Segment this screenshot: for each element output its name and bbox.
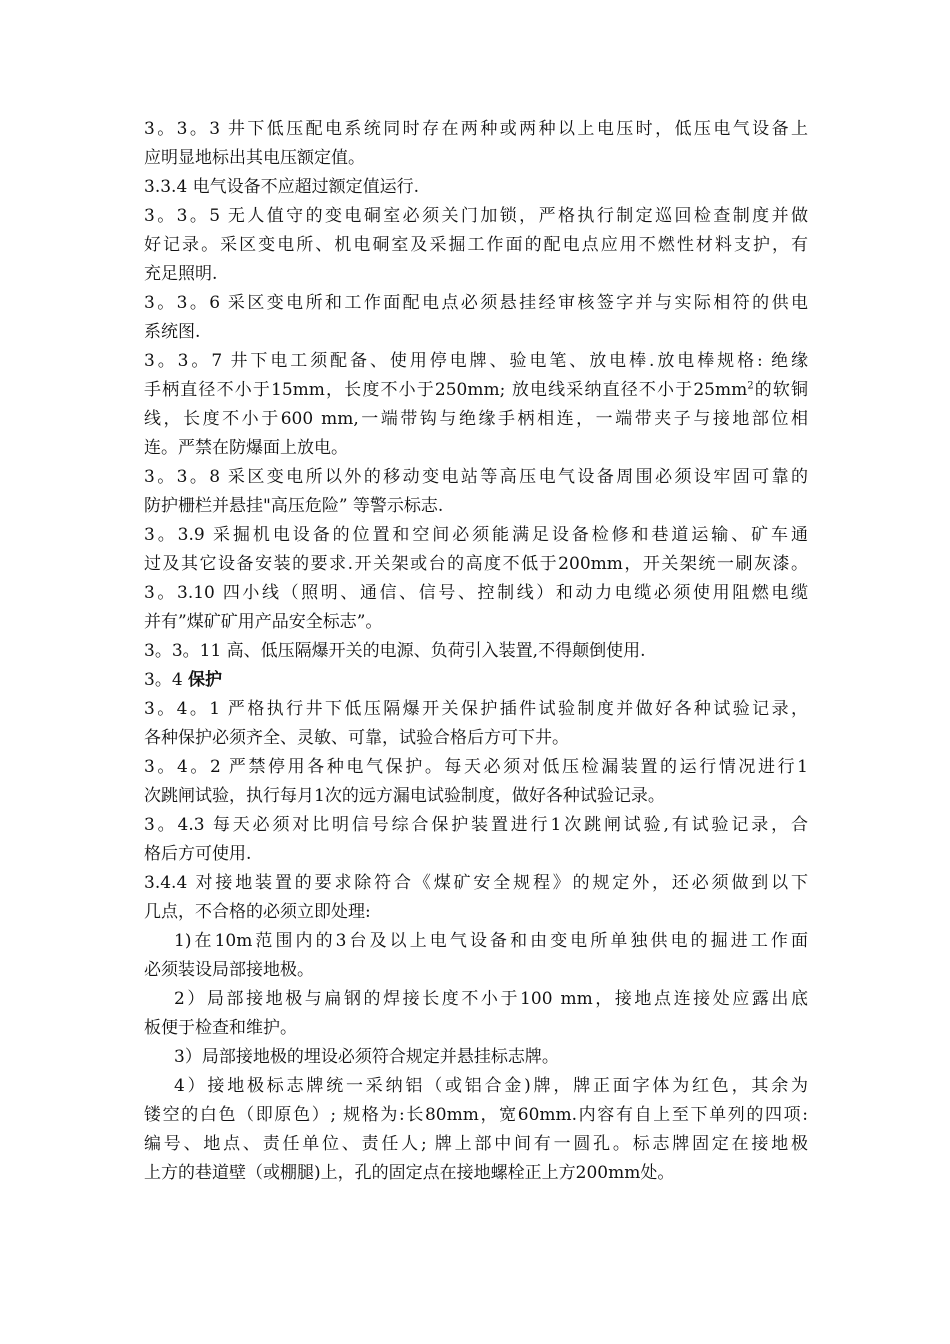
text-line: [144, 289, 808, 318]
line-text: 3。4: [144, 670, 189, 690]
text-line: [144, 637, 808, 666]
line-text: 3.4.4 对接地装置的要求除符合《煤矿安全规程》的规定外，还必须做到以下: [144, 873, 808, 893]
superscript: 2: [747, 380, 754, 392]
text-line: [144, 898, 808, 927]
line-text: 上方的巷道壁（或棚腿)上，孔的固定点在接地螺栓正上方200mm处。: [144, 1163, 675, 1183]
text-line: [144, 550, 808, 579]
text-line: [144, 521, 808, 550]
line-text: 连。严禁在防爆面上放电。: [144, 438, 348, 458]
line-text: 3）局部接地极的埋设必须符合规定并悬挂标志牌。: [174, 1047, 559, 1067]
line-text: 3。3。7 井下电工须配备、使用停电牌、验电笔、放电棒.放电棒规格: 绝缘: [144, 351, 808, 371]
line-text: 次跳闸试验，执行每月1次的远方漏电试验制度，做好各种试验记录。: [144, 786, 665, 806]
line-text: 4）接地极标志牌统一采纳铝（或铝合金)牌，牌正面字体为红色，其余为: [174, 1076, 808, 1096]
line-text: 过及其它设备安装的要求.开关架或台的高度不低于200mm，开关架统一刷灰漆。: [144, 554, 808, 574]
line-text: 3。3。5 无人值守的变电硐室必须关门加锁，严格执行制定巡回检查制度并做: [144, 206, 808, 226]
line-text: 必须装设局部接地极。: [144, 960, 314, 980]
text-line: [144, 260, 808, 289]
line-text: 应明显地标出其电压额定值。: [144, 148, 365, 168]
text-line: [144, 869, 808, 898]
line-text: 系统图.: [144, 322, 201, 342]
text-line: [144, 347, 808, 376]
line-text: 3。4。2 严禁停用各种电气保护。每天必须对低压检漏装置的运行情况进行1: [144, 757, 808, 777]
line-text: 镂空的白色（即原色）; 规格为:长80mm，宽60mm.内容有自上至下单列的四项:: [144, 1105, 808, 1125]
text-line: [144, 985, 808, 1014]
line-text: 充足照明.: [144, 264, 218, 284]
text-line: [144, 753, 808, 782]
line-text: 防护栅栏并悬挂"高压危险” 等警示标志.: [144, 496, 444, 516]
line-text: 3。3。8 采区变电所以外的移动变电站等高压电气设备周围必须设牢固可靠的: [144, 467, 808, 487]
text-line: [144, 231, 808, 260]
line-text: 2）局部接地极与扁钢的焊接长度不小于100 mm，接地点连接处应露出底: [174, 989, 808, 1009]
text-line: [144, 608, 808, 637]
line-text: 3。3.9 采掘机电设备的位置和空间必须能满足设备检修和巷道运输、矿车通: [144, 525, 808, 545]
line-text: 格后方可使用.: [144, 844, 252, 864]
line-text: 板便于检查和维护。: [144, 1018, 297, 1038]
text-line: [144, 405, 808, 434]
text-line: [144, 492, 808, 521]
section-heading: 保护: [188, 670, 223, 690]
line-text: 好记录。采区变电所、机电硐室及采掘工作面的配电点应用不燃性材料支护，有: [144, 235, 808, 255]
text-line: [144, 811, 808, 840]
line-text: 手柄直径不小于15mm，长度不小于250mm; 放电线采纳直径不小于25mm: [144, 380, 748, 400]
text-line: [144, 318, 808, 347]
line-text: 3。3.10 四小线（照明、通信、信号、控制线）和动力电缆必须使用阻燃电缆: [144, 583, 808, 603]
line-text: 并有”煤矿矿用产品安全标志”。: [144, 612, 383, 632]
line-text: 3.3.4 电气设备不应超过额定值运行.: [144, 177, 420, 197]
text-line: [144, 1072, 808, 1101]
text-line: [144, 1159, 808, 1188]
text-line: [144, 376, 808, 405]
document-body: [144, 115, 808, 1188]
line-text: 3。3。3 井下低压配电系统同时存在两种或两种以上电压时，低压电气设备上: [144, 119, 808, 139]
text-line: [144, 840, 808, 869]
line-text: 1)在10m范围内的3台及以上电气设备和由变电所单独供电的掘进工作面: [174, 931, 808, 951]
text-line: [144, 144, 808, 173]
line-text: 几点，不合格的必须立即处理:: [144, 902, 371, 922]
line-text: 3。3。6 采区变电所和工作面配电点必须悬挂经审核签字并与实际相符的供电: [144, 293, 808, 313]
text-line: [144, 173, 808, 202]
line-text-tail: 的软铜: [753, 380, 809, 400]
text-line: [144, 927, 808, 956]
line-text: 3。3。11 高、低压隔爆开关的电源、负荷引入装置,不得颠倒使用.: [144, 641, 646, 661]
text-line: [144, 434, 808, 463]
line-text: 各种保护必须齐全、灵敏、可靠，试验合格后方可下井。: [144, 728, 569, 748]
text-line: [144, 1130, 808, 1159]
text-line: [144, 1101, 808, 1130]
text-line: [144, 463, 808, 492]
text-line: [144, 1043, 808, 1072]
text-line: [144, 579, 808, 608]
text-line: [144, 202, 808, 231]
text-line: [144, 782, 808, 811]
line-text: 线，长度不小于600 mm,一端带钩与绝缘手柄相连，一端带夹子与接地部位相: [144, 409, 808, 429]
text-line: [144, 956, 808, 985]
text-line: [144, 1014, 808, 1043]
line-text: 编号、地点、责任单位、责任人; 牌上部中间有一圆孔。标志牌固定在接地极: [144, 1134, 808, 1154]
text-line: [144, 724, 808, 753]
line-text: 3。4。1 严格执行井下低压隔爆开关保护插件试验制度并做好各种试验记录，: [144, 699, 808, 719]
text-line: [144, 115, 808, 144]
text-line: [144, 695, 808, 724]
text-line: [144, 666, 808, 695]
line-text: 3。4.3 每天必须对比明信号综合保护装置进行1次跳闸试验,有试验记录，合: [144, 815, 808, 835]
